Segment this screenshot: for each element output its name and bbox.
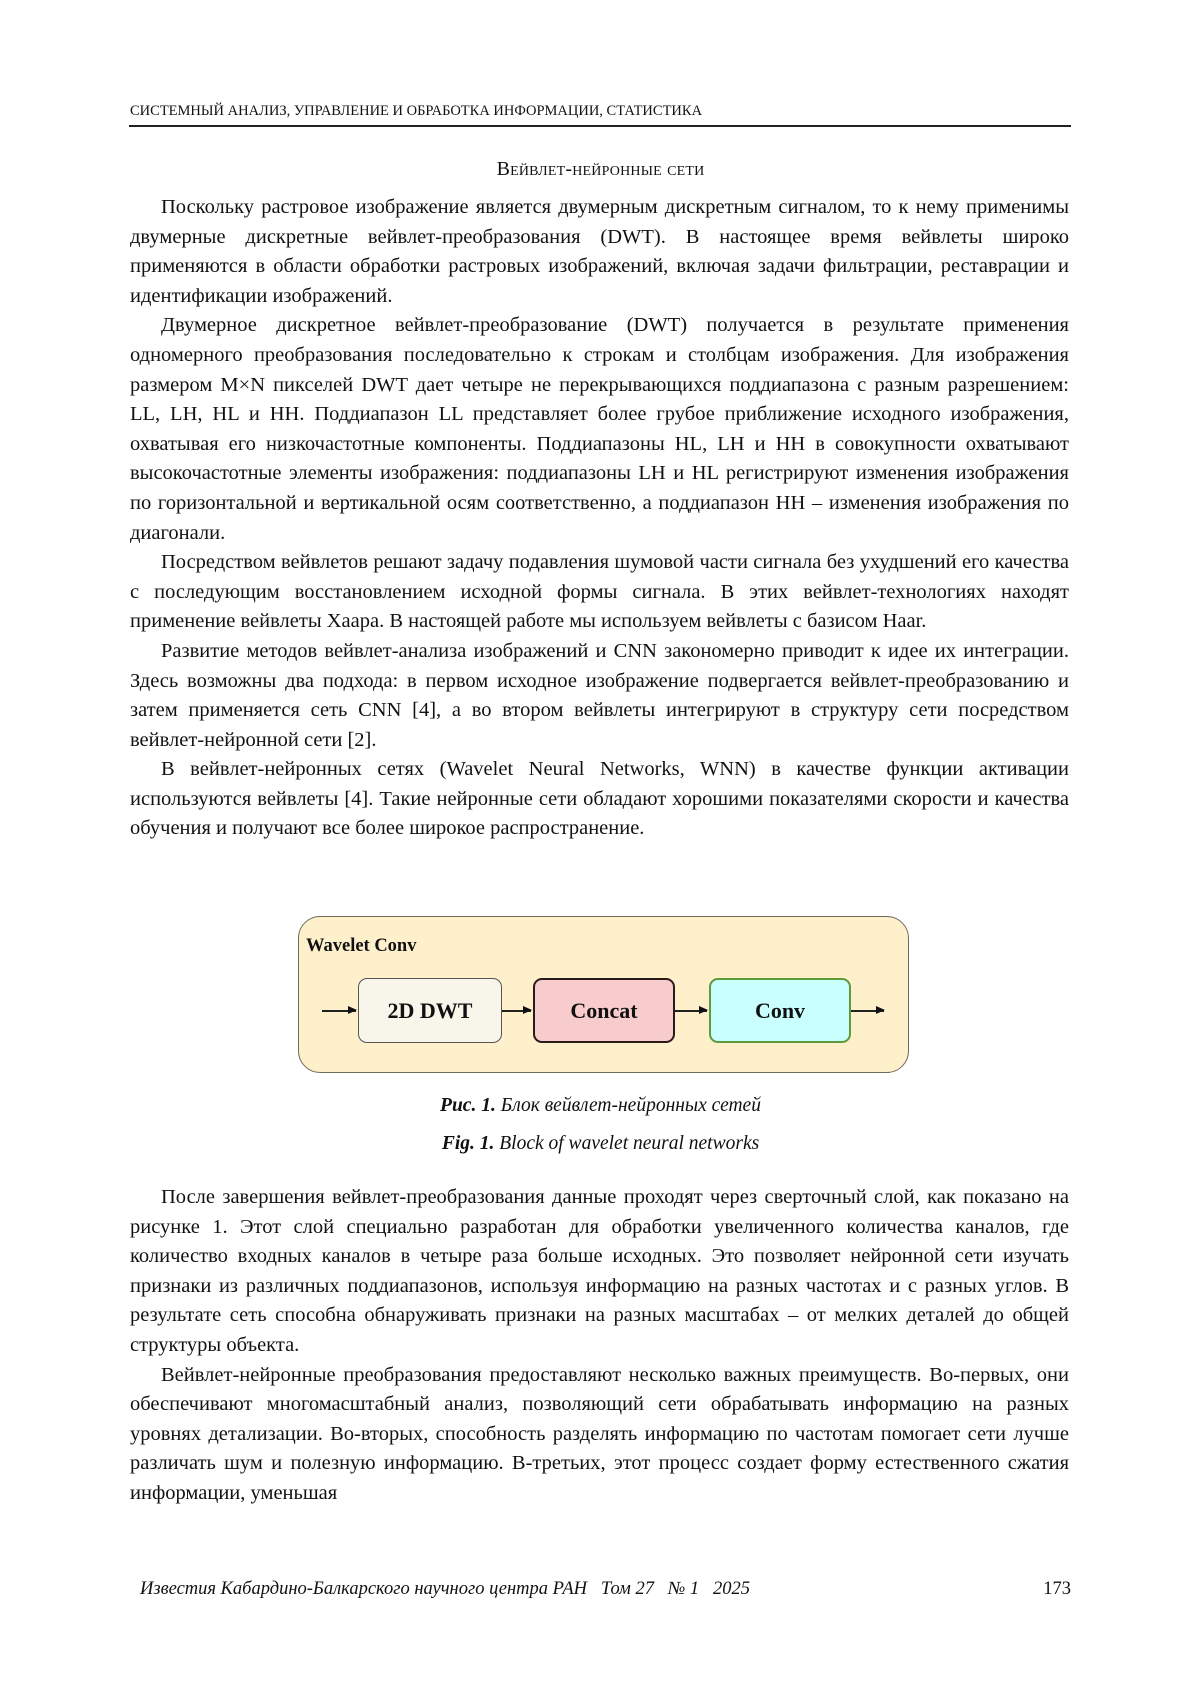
paragraph-haar: Посредством вейвлетов решают задачу подавления шумовой части сигнала без ухудшений его качества с последующим восстановлением исходной формы сигнала. В этих вейвлет-технологиях находят применение вейвлеты Хаара. В настоящей работе мы используем вейвлеты с базисом Haar. — [130, 551, 1069, 633]
figure-caption-ru — [130, 1095, 1071, 1117]
caption-ru-prefix: Рис. 1. — [440, 1095, 496, 1116]
body-text-after-figure — [130, 1183, 1069, 1509]
running-head: СИСТЕМНЫЙ АНАЛИЗ, УПРАВЛЕНИЕ И ОБРАБОТКА ИНФОРМАЦИИ, СТАТИСТИКА — [130, 103, 703, 119]
paragraph-dwt-intro: Поскольку растровое изображение является двумерным дискретным сигналом, то к нему применимы двумерные дискретные вейвлет-преобразования (DWT). В настоящее время вейвлеты широко применяются в области обработки растровых изображений, включая задачи фильтрации, реставрации и идентификации изображений. — [130, 196, 1069, 307]
node-2d-dwt — [358, 978, 502, 1043]
node-concat-label: Concat — [570, 997, 638, 1023]
wavelet-conv-diagram — [298, 916, 909, 1073]
node-concat — [533, 978, 675, 1043]
body-text-before-figure — [130, 193, 1069, 844]
paragraph-dwt-subbands: Двумерное дискретное вейвлет-преобразование (DWT) получается в результате применения одномерного преобразования последовательно к строкам и столбцам изображения. Для изображения размером M×N пикселей DWT дает четыре не перекрывающихся поддиапазона с разным разрешением: LL, LH, HL и HH. Поддиапазон LL представляет более грубое приближение исходного изображения, охватывая его низкочастотные компоненты. Поддиапазоны HL, LH и HH в совокупности охватывают высокочастотные элементы изображения: поддиапазоны LH и HL регистрируют изменения изображения по горизонтальной и вертикальной осям соответственно, а поддиапазон HH – изменения изображения по диагонали. — [130, 314, 1069, 544]
output-arrow-icon — [851, 1010, 884, 1012]
caption-en-prefix: Fig. 1. — [441, 1133, 495, 1154]
input-arrow-icon — [322, 1010, 356, 1012]
node-conv — [709, 978, 851, 1043]
node-conv-label: Conv — [754, 997, 806, 1023]
diagram-container-label: Wavelet Conv — [306, 936, 417, 956]
figure-caption-en — [130, 1133, 1071, 1155]
node-2d-dwt-label: 2D DWT — [387, 997, 473, 1023]
arrow-dwt-to-concat-icon — [502, 1010, 531, 1012]
header-rule — [129, 125, 1071, 127]
paragraph-cnn-integration: Развитие методов вейвлет-анализа изображений и CNN закономерно приводит к идее их интеграции. Здесь возможны два подхода: в первом исходное изображение подвергается вейвлет-преобразованию и затем применяется сеть CNN [4], а во втором вейвлеты интегрируют в структуру сети посредством вейвлет-нейронной сети [2]. — [130, 639, 1069, 751]
caption-ru-text: Блок вейвлет-нейронных сетей — [500, 1095, 761, 1116]
section-title: Вейвлет-нейронные сети — [496, 158, 705, 180]
page-number: 173 — [1043, 1579, 1071, 1599]
arrow-concat-to-conv-icon — [675, 1010, 707, 1012]
caption-en-text: Block of wavelet neural networks — [499, 1133, 760, 1154]
paragraph-wnn: В вейвлет-нейронных сетях (Wavelet Neural Networks, WNN) в качестве функции активации используются вейвлеты [4]. Такие нейронные сети обладают хорошими показателями скорости и качества обучения и получают все более широкое распространение. — [130, 758, 1069, 840]
footer-journal-info: Известия Кабардино-Балкарского научного центра РАН Том 27 № 1 2025 — [140, 1579, 751, 1599]
paragraph-conv-layer: После завершения вейвлет-преобразования данные проходят через сверточный слой, как показано на рисунке 1. Этот слой специально разработан для обработки увеличенного количества каналов, где количество входных каналов в четыре раза больше исходных. Это позволяет нейронной сети изучать признаки из различных поддиапазонов, используя информацию на разных частотах и с разных углов. В результате сеть способна обнаруживать признаки на разных масштабах – от мелких деталей до общей структуры объекта. — [130, 1186, 1069, 1356]
paragraph-advantages: Вейвлет-нейронные преобразования предоставляют несколько важных преимуществ. Во-первых, они обеспечивают многомасштабный анализ, позволяющий сети обрабатывать информацию на разных уровнях детализации. Во-вторых, способность разделять информацию по частотам помогает сети лучше различать шум и полезную информацию. В-третьих, этот процесс создает форму естественного сжатия информации, уменьшая — [130, 1363, 1069, 1504]
